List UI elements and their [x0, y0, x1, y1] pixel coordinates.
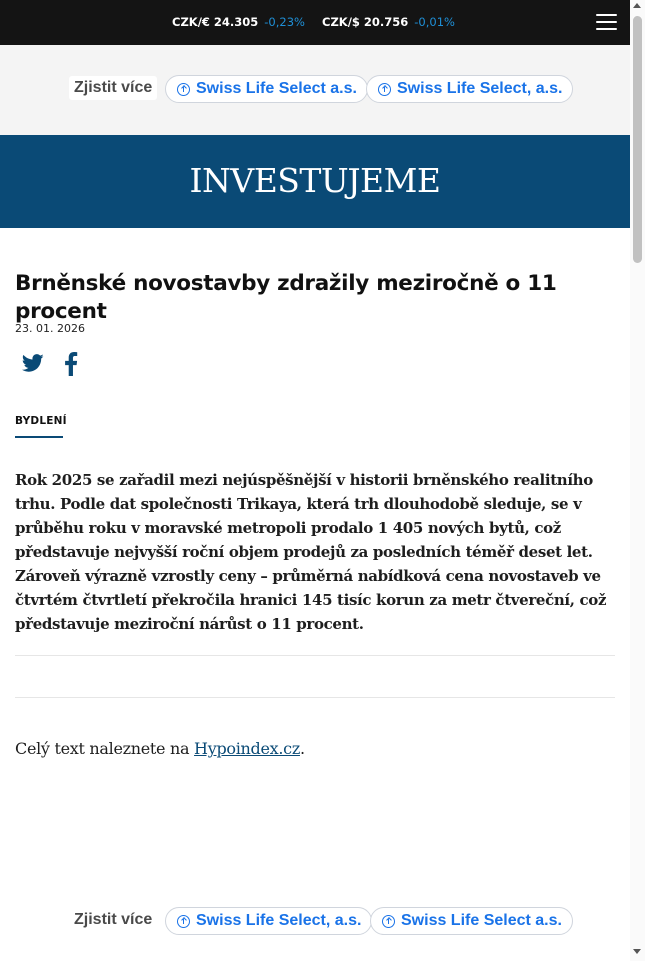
menu-bar: [596, 14, 617, 16]
article-body: Rok 2025 se zařadil mezi nejúspěšnější v historii brněnského realitního trhu. Podle dat společnosti Trikaya, která trh dlouhodobě sleduje, se v průběhu roku v moravské metropoli prodalo 1 405 nových bytů, což představuje nejvyšší roční objem prodejů za posledních téměř deset let. Zároveň výrazně vzrostly ceny – průměrná nabídková cena novostaveb ve čtvrtém čtvrtletí překročila hranici 145 tisíc korun za metr čtvereční, což představuje meziroční nárůst o 11 procent.: [15, 471, 607, 633]
article-title: Brněnské novostavby zdražily meziročně o 11 procent: [15, 271, 557, 324]
fx-usd-change: -0,01%: [414, 15, 455, 29]
scrollbar[interactable]: [630, 0, 645, 961]
top-bar: [0, 0, 630, 45]
ad-top-link-2[interactable]: [366, 75, 573, 103]
facebook-icon[interactable]: [64, 352, 78, 376]
brand-logo[interactable]: INVESTUJEME: [189, 161, 441, 200]
divider: [15, 697, 615, 698]
article-source: [15, 739, 305, 758]
twitter-icon[interactable]: [22, 352, 44, 374]
menu-bar: [596, 28, 617, 30]
fx-eur-change: -0,23%: [264, 15, 305, 29]
scrollbar-thumb[interactable]: [633, 16, 642, 263]
category-underline: [15, 436, 63, 438]
fx-usd: [322, 15, 455, 29]
ad-bottom-link-1[interactable]: [165, 907, 372, 935]
brand-header: [0, 135, 630, 228]
ad-top-link-2-label: Swiss Life Select, a.s.: [397, 80, 563, 97]
circle-arrow-up-icon: [177, 83, 190, 96]
ad-bottom-link-2[interactable]: [370, 907, 573, 935]
source-prefix: Celý text naleznete na: [15, 739, 195, 758]
fx-eur-label: CZK/€ 24.305: [172, 15, 259, 29]
scroll-down-arrow-icon[interactable]: [633, 949, 641, 954]
circle-arrow-up-icon: [378, 83, 391, 96]
ad-bottom-link-1-label: Swiss Life Select, a.s.: [196, 912, 362, 929]
ad-bottom-cta[interactable]: Zjistit více: [74, 911, 153, 928]
article-date: 23. 01. 2026: [15, 322, 85, 335]
ad-top-cta[interactable]: Zjistit více: [69, 76, 157, 100]
article-category[interactable]: BYDLENÍ: [15, 415, 67, 427]
fx-usd-label: CZK/$ 20.756: [322, 15, 409, 29]
ad-top-link-1[interactable]: [165, 75, 368, 103]
fx-eur: [172, 15, 305, 29]
ad-bottom-link-2-label: Swiss Life Select a.s.: [401, 912, 562, 929]
ad-top-link-1-label: Swiss Life Select a.s.: [196, 80, 357, 97]
divider: [15, 655, 615, 656]
hamburger-menu-icon[interactable]: [596, 13, 617, 31]
circle-arrow-up-icon: [177, 915, 190, 928]
menu-bar: [596, 21, 617, 23]
circle-arrow-up-icon: [382, 915, 395, 928]
source-link[interactable]: Hypoindex.cz: [194, 739, 300, 758]
scroll-up-arrow-icon[interactable]: [633, 3, 641, 8]
source-suffix: .: [299, 739, 305, 758]
